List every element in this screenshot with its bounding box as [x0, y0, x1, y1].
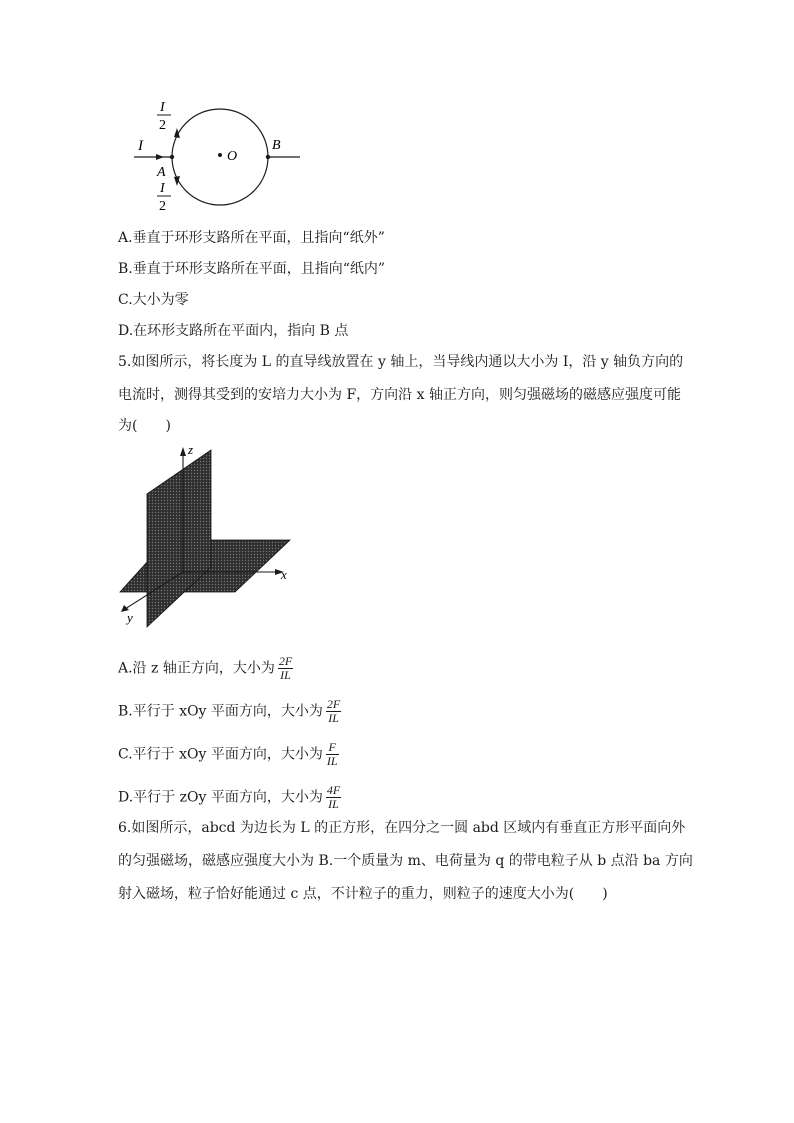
q4-option-a: A.垂直于环形支路所在平面，且指向“纸外” [118, 230, 385, 246]
q5-stem-line2: 电流时，测得其受到的安培力大小为 F，方向沿 x 轴正方向，则匀强磁场的磁感应强度可能 [118, 387, 681, 403]
q5-option-c-den: IL [326, 754, 338, 768]
q5-option-c [118, 741, 339, 768]
q5-option-b-den: IL [328, 711, 339, 725]
center-label-O: O [227, 149, 238, 164]
q5-option-a-fraction [278, 655, 293, 682]
node-a-dot [170, 155, 174, 159]
q5-option-b-text: B.平行于 xOy 平面方向，大小为 [118, 703, 323, 720]
vertical-plane [147, 450, 211, 627]
q5-option-d-den: IL [328, 797, 339, 811]
center-o-dot [218, 153, 222, 157]
q5-option-b-num: 2F [326, 697, 341, 711]
q5-option-a-text: A.沿 z 轴正方向，大小为 [118, 660, 275, 677]
q5-option-a-num: 2F [278, 654, 293, 668]
q5-option-d [118, 784, 341, 811]
node-b-dot [266, 155, 270, 159]
lower-half-den: 2 [159, 199, 166, 214]
input-arrow-icon [156, 154, 164, 160]
q5-option-c-fraction [326, 741, 339, 768]
q4-option-b: B.垂直于环形支路所在平面，且指向“纸内” [118, 261, 386, 277]
q6-stem-line2: 的匀强磁场，磁感应强度大小为 B.一个质量为 m、电荷量为 q 的带电粒子从 b 点沿 ba 方向 [118, 853, 693, 869]
node-label-A: A [157, 165, 166, 180]
axis-label-z: z [188, 442, 194, 457]
axis-label-x: x [281, 567, 287, 582]
q5-stem-line1: 5.如图所示，将长度为 L 的直导线放置在 y 轴上，当导线内通以大小为 I，沿 y 轴负方向的 [118, 354, 684, 370]
q5-option-a [118, 655, 293, 682]
upper-half-den: 2 [159, 118, 166, 133]
q5-option-a-den: IL [280, 668, 291, 682]
upper-half-num: I [160, 100, 165, 115]
q5-option-d-text: D.平行于 zOy 平面方向，大小为 [118, 789, 323, 806]
axis-label-y: y [127, 610, 133, 625]
q6-stem-line3: 射入磁场，粒子恰好能通过 c 点，不计粒子的重力，则粒子的速度大小为( ) [118, 886, 608, 902]
q5-option-d-num: 4F [326, 783, 341, 797]
lower-half-num: I [160, 181, 165, 196]
q5-option-c-num: F [326, 741, 339, 755]
q6-stem-line1: 6.如图所示，abcd 为边长为 L 的正方形，在四分之一圆 abd 区域内有垂直正方形平面向外 [118, 820, 686, 836]
q5-option-c-text: C.平行于 xOy 平面方向，大小为 [118, 746, 323, 763]
z-axis-arrow-icon [180, 447, 186, 456]
node-label-B: B [272, 138, 281, 153]
q4-option-c: C.大小为零 [118, 292, 189, 308]
q4-option-d: D.在环形支路所在平面内，指向 B 点 [118, 323, 349, 339]
q5-stem-line3: 为( ) [118, 418, 171, 434]
q5-option-d-fraction [326, 784, 341, 811]
axes-planes-figure [115, 442, 295, 632]
current-label-I: I [138, 138, 143, 154]
ring-circuit-figure [130, 95, 310, 220]
q5-option-b-fraction [326, 698, 341, 725]
q5-option-b [118, 698, 341, 725]
